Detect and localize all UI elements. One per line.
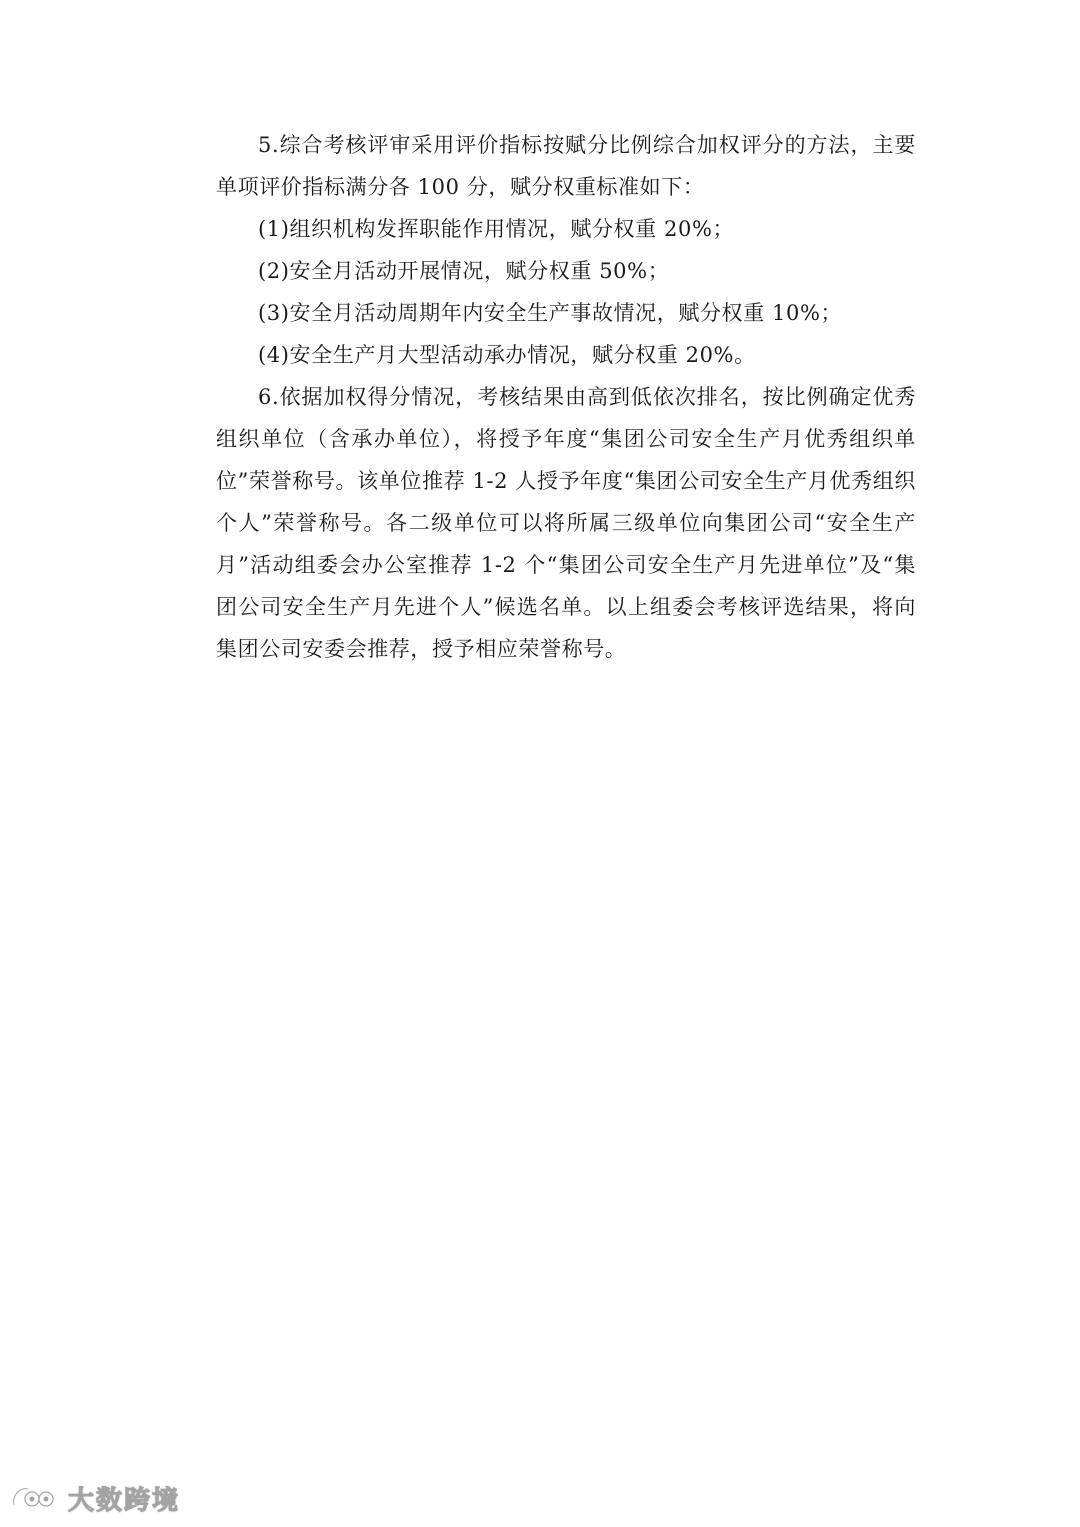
watermark-text: 大数跨境 [68, 1485, 181, 1516]
brand-logo-icon [10, 1483, 62, 1513]
sub-item-3: (3)安全月活动周期年内安全生产事故情况，赋分权重 10%； [258, 301, 843, 325]
watermark [10, 1478, 180, 1518]
document-body [216, 124, 916, 670]
sub-item-4: (4)安全生产月大型活动承办情况，赋分权重 20%。 [258, 343, 756, 367]
sub-item-1: (1)组织机构发挥职能作用情况，赋分权重 20%； [258, 217, 735, 241]
sub-item-2: (2)安全月活动开展情况，赋分权重 50%； [258, 259, 670, 283]
paragraph-item-6: 6.依据加权得分情况，考核结果由高到低依次排名，按比例确定优秀组织单位（含承办单位），将授予年度“集团公司安全生产月优秀组织单位”荣誉称号。该单位推荐 1-2 人授予年度“集团公司安全生产月优秀组织个人”荣誉称号。各二级单位可以将所属三级单位向集团公司“安全生产月”活动组委会办公室推荐 1-2 个“集团公司安全生产月先进单位”及“集团公司安全生产月先进个人”候选名单。以上组委会考核评选结果，将向集团公司安委会推荐，授予相应荣誉称号。 [216, 385, 916, 661]
paragraph-item-5: 5.综合考核评审采用评价指标按赋分比例综合加权评分的方法，主要单项评价指标满分各 100 分，赋分权重标准如下： [216, 133, 916, 199]
